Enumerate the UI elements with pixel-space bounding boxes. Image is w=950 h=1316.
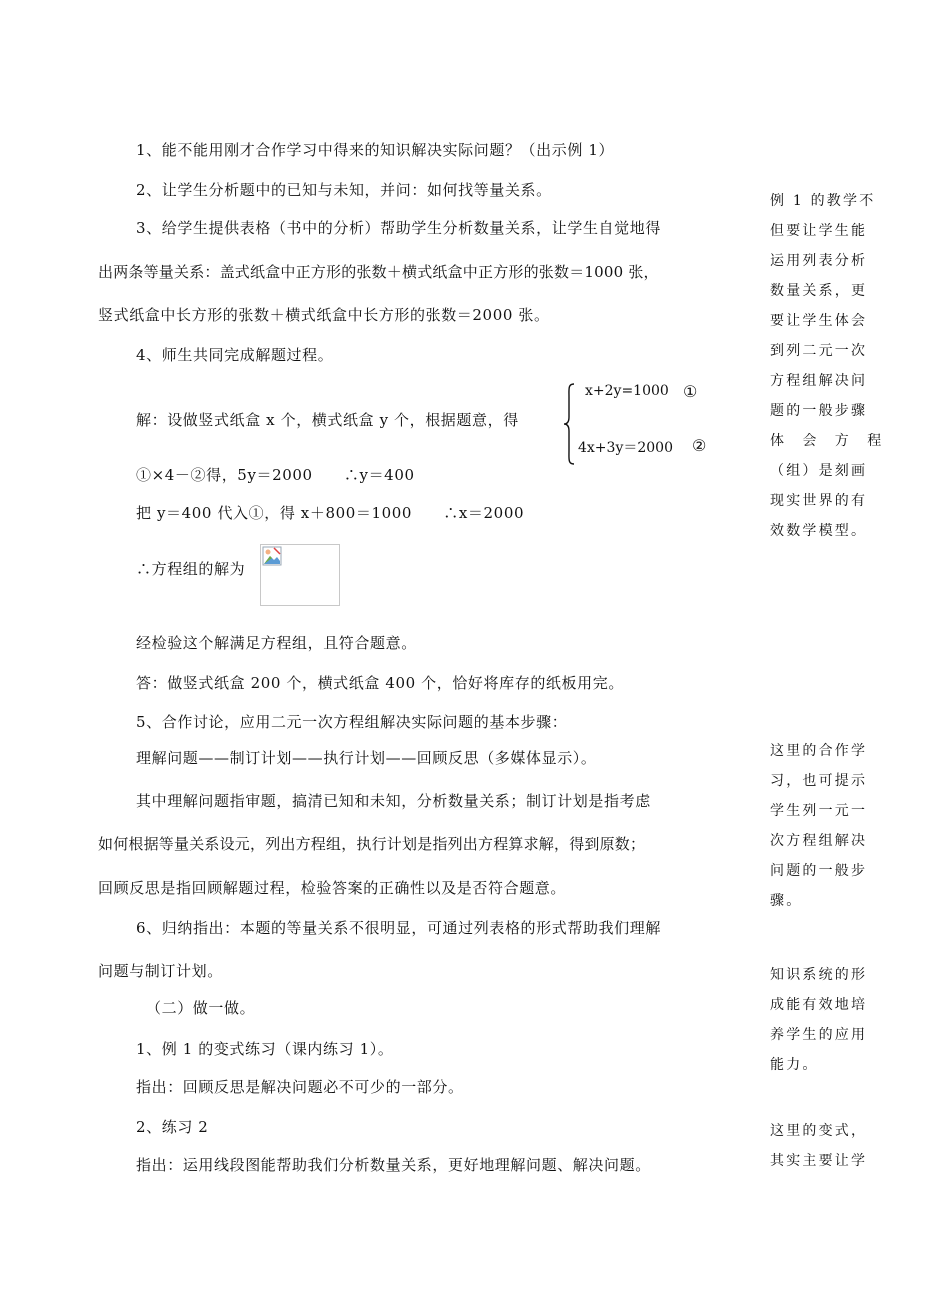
note-line: 次方程组解决 <box>770 833 868 849</box>
note-line: （组）是刻画 <box>770 463 868 479</box>
verification: 经检验这个解满足方程组，且符合题意。 <box>136 634 417 652</box>
step-5: 5、合作讨论，应用二元一次方程组解决实际问题的基本步骤： <box>136 713 568 731</box>
substitution-step: 把 y＝400 代入①，得 x＋800＝1000 ∴x＝2000 <box>136 504 525 522</box>
explanation-line-2: 如何根据等量关系设元，列出方程组，执行计划是指列出方程算求解，得到原数； <box>98 835 646 853</box>
note-line: 运用列表分析 <box>770 253 868 269</box>
side-note-4 <box>770 1116 880 1176</box>
side-note-2 <box>770 736 880 916</box>
note-line: 但要让学生能 <box>770 223 868 239</box>
equation-1-marker: ① <box>683 382 698 401</box>
side-note-1 <box>770 186 884 546</box>
side-note-3 <box>770 960 880 1080</box>
section-heading: （二）做一做。 <box>146 999 256 1017</box>
equation-1: x+2y=1000 <box>585 383 669 399</box>
note-line: 效数学模型。 <box>770 523 868 539</box>
note-line: 题的一般步骤 <box>770 403 868 419</box>
note-line: 这里的合作学 <box>770 743 868 759</box>
broken-image-icon <box>262 546 282 566</box>
note-line: 学生列一元一 <box>770 803 868 819</box>
note-line: 现实世界的有 <box>770 493 868 509</box>
step-3-line-2: 出两条等量关系：盖式纸盒中正方形的张数＋横式纸盒中正方形的张数＝1000 张， <box>98 263 659 281</box>
note-line: 这里的变式， <box>770 1123 868 1139</box>
step-3-line-1: 3、给学生提供表格（书中的分析）帮助学生分析数量关系，让学生自觉地得 <box>136 219 661 237</box>
answer: 答：做竖式纸盒 200 个，横式纸盒 400 个，恰好将库存的纸板用完。 <box>136 674 624 692</box>
practice-2-note: 指出：运用线段图能帮助我们分析数量关系，更好地理解问题、解决问题。 <box>136 1156 651 1174</box>
equation-2: 4x+3y＝2000 <box>578 440 673 456</box>
practice-1: 1、例 1 的变式练习（课内练习 1）。 <box>136 1040 394 1058</box>
solution-label: ∴方程组的解为 <box>136 560 246 578</box>
solution-image-placeholder <box>260 544 340 606</box>
note-line: 问题的一般步 <box>770 863 868 879</box>
note-line: 骤。 <box>770 893 803 909</box>
step-6-line-1: 6、归纳指出：本题的等量关系不很明显，可通过列表格的形式帮助我们理解 <box>136 919 661 937</box>
note-line: 其实主要让学 <box>770 1153 868 1169</box>
note-line: 方程组解决问 <box>770 373 868 389</box>
problem-solving-steps: 理解问题——制订计划——执行计划——回顾反思（多媒体显示）。 <box>136 749 597 767</box>
step-6-line-2: 问题与制订计划。 <box>98 962 223 980</box>
step-3-line-3: 竖式纸盒中长方形的张数＋横式纸盒中长方形的张数＝2000 张。 <box>98 306 550 324</box>
explanation-line-1: 其中理解问题指审题，搞清已知和未知，分析数量关系；制订计划是指考虑 <box>136 792 651 810</box>
note-line: 养学生的应用 <box>770 1027 868 1043</box>
note-line: 能力。 <box>770 1057 819 1073</box>
step-1: 1、能不能用刚才合作学习中得来的知识解决实际问题？（出示例 1） <box>136 141 615 159</box>
note-line: 到列二元一次 <box>770 343 868 359</box>
note-line: 例 1 的教学不 <box>770 193 876 209</box>
solution-setup: 解：设做竖式纸盒 x 个，横式纸盒 y 个，根据题意，得 <box>136 411 519 429</box>
equation-brace <box>563 383 575 465</box>
step-4: 4、师生共同完成解题过程。 <box>136 346 334 364</box>
practice-2: 2、练习 2 <box>136 1118 209 1136</box>
step-2: 2、让学生分析题中的已知与未知，并问：如何找等量关系。 <box>136 181 552 199</box>
practice-1-note: 指出：回顾反思是解决问题必不可少的一部分。 <box>136 1078 464 1096</box>
equation-2-marker: ② <box>692 436 707 455</box>
note-line: 成能有效地培 <box>770 997 868 1013</box>
note-line: 要让学生体会 <box>770 313 868 329</box>
explanation-line-3: 回顾反思是指回顾解题过程，检验答案的正确性以及是否符合题意。 <box>98 879 567 897</box>
note-line: 知识系统的形 <box>770 967 868 983</box>
note-line: 习，也可提示 <box>770 773 868 789</box>
elimination-step: ①×4－②得，5y＝2000 ∴y＝400 <box>136 466 415 484</box>
note-line: 体 会 方 程 <box>770 433 884 449</box>
note-line: 数量关系，更 <box>770 283 868 299</box>
